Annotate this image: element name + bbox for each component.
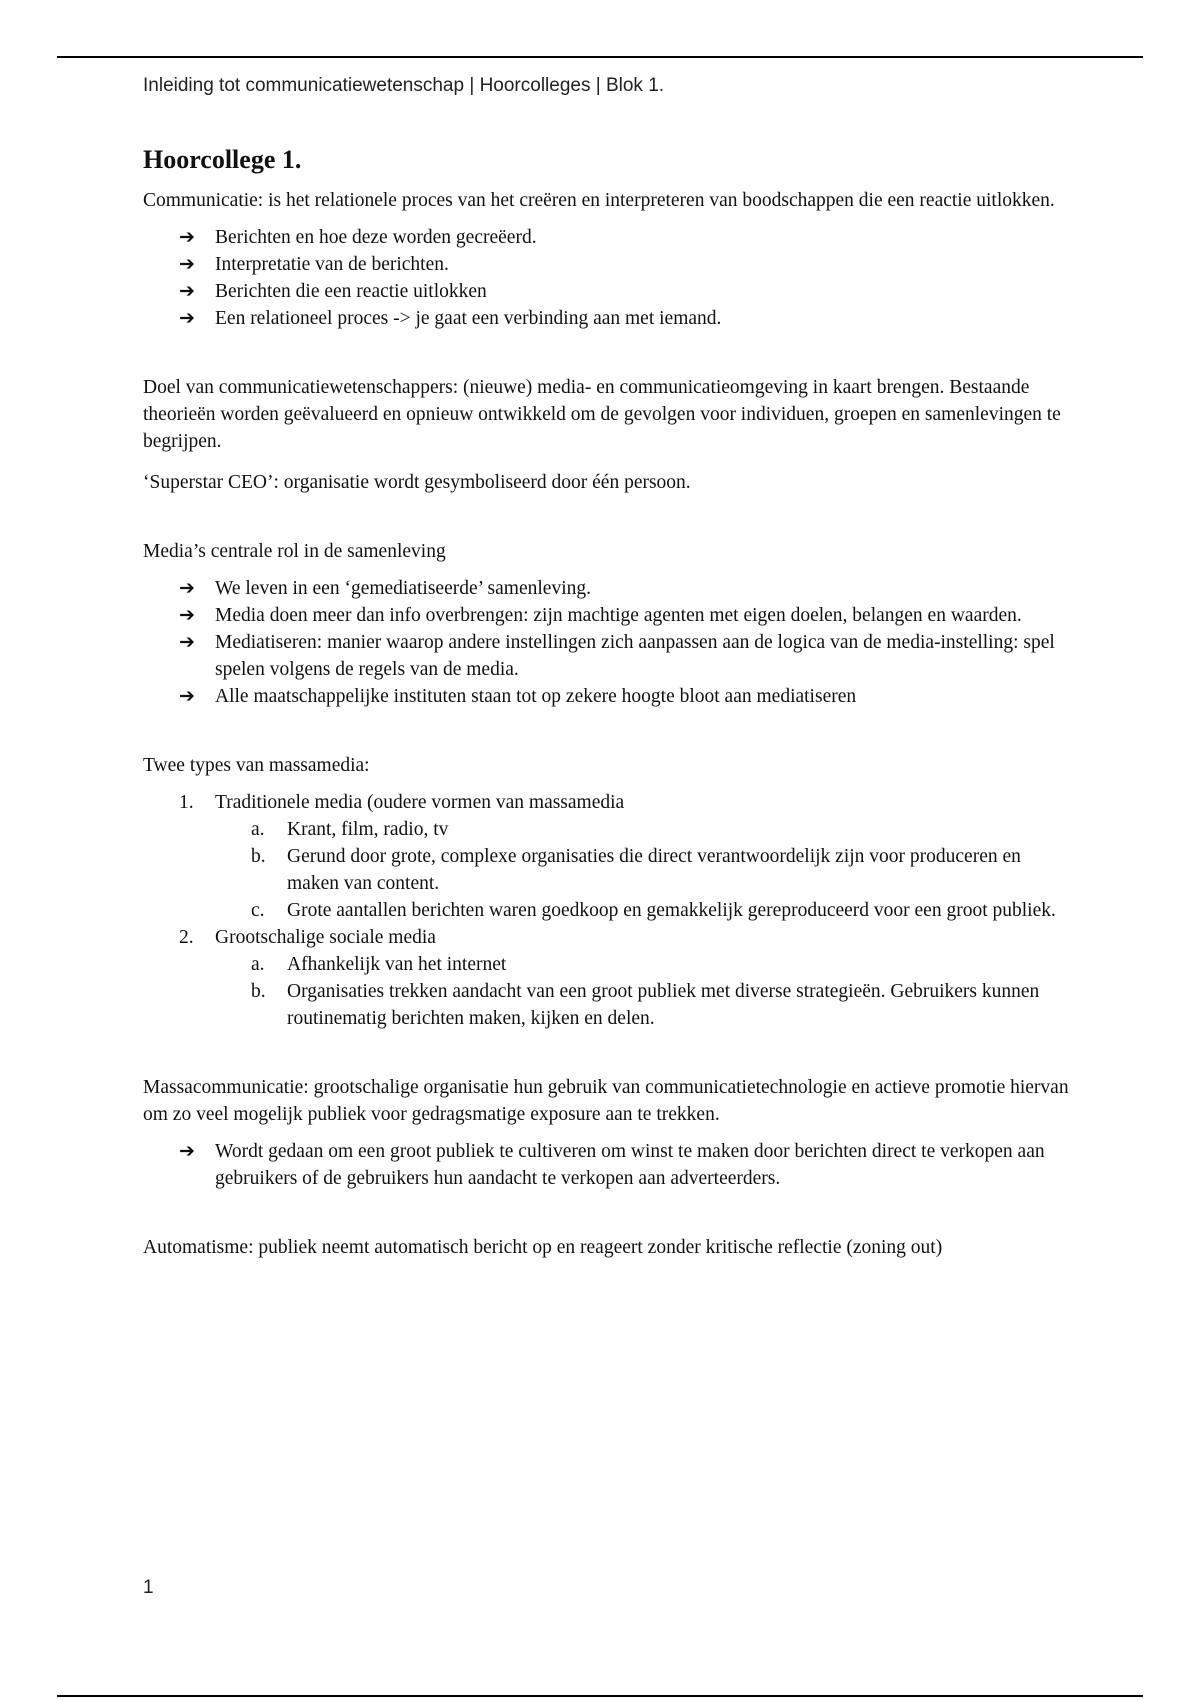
communication-bullets: [143, 224, 1073, 332]
footer-rule: [57, 1695, 1143, 1697]
goal-paragraph: Doel van communicatiewetenschappers: (nieuwe) media- en communicatieomgeving in kaart brengen. Bestaande theorieën worden geëvalueerd en opnieuw ontwikkeld om de gevolgen voor individuen, groepen en samenlevingen te begrijpen.: [143, 377, 1061, 452]
arrow-icon: ➔: [179, 604, 195, 626]
media-role-bullets: [143, 575, 1073, 710]
arrow-icon: ➔: [179, 280, 195, 302]
superstar-paragraph: ‘Superstar CEO’: organisatie wordt gesymboliseerd door één persoon.: [143, 472, 691, 493]
sub-list: [215, 816, 1073, 924]
page-content: [143, 143, 1073, 1261]
list-item: 1. Traditionele media (oudere vormen van massamedia a. Krant, film, radio, tv b. Gerund door grote, complexe organisaties die direct verantwoordelijk zijn voor produceren en maken van content. c. Grote aantallen berichten waren goedkoop en gemakkelijk gereproduceerd voor een groot publiek.: [215, 789, 1073, 924]
list-item: ➔ Wordt gedaan om een groot publiek te cultiveren om winst te maken door berichten direct te verkopen aan gebruikers of de gebruikers hun aandacht te verkopen aan adverteerders.: [179, 1140, 1045, 1189]
list-item: ➔ We leven in een ‘gemediatiseerde’ samenleving.: [215, 575, 1073, 602]
arrow-icon: ➔: [179, 631, 195, 653]
list-item: b. Organisaties trekken aandacht van een groot publiek met diverse strategieën. Gebruikers kunnen routinematig berichten maken, kijken en delen.: [251, 981, 1040, 1029]
mass-media-list: [143, 789, 1073, 1032]
media-role-heading: Media’s centrale rol in de samenleving: [143, 541, 446, 562]
list-item: ➔ Een relationeel proces -> je gaat een verbinding aan met iemand.: [215, 305, 1073, 332]
list-item: a. Afhankelijk van het internet: [251, 954, 507, 975]
sub-list: [215, 951, 1073, 1032]
communication-definition: Communicatie: is het relationele proces van het creëren en interpreteren van boodschappen die een reactie uitlokken.: [143, 190, 1055, 211]
list-item: b. Gerund door grote, complexe organisaties die direct verantwoordelijk zijn voor produceren en maken van content.: [251, 846, 1021, 894]
list-item: ➔ Berichten die een reactie uitlokken: [215, 278, 1073, 305]
list-item: ➔ Alle maatschappelijke instituten staan tot op zekere hoogte bloot aan mediatiseren: [215, 683, 1073, 710]
lecture-title: Hoorcollege 1.: [143, 145, 302, 174]
arrow-icon: ➔: [179, 577, 195, 599]
header-rule: [57, 56, 1143, 58]
mass-communication-bullets: [143, 1138, 1073, 1192]
automatism-paragraph: Automatisme: publiek neemt automatisch bericht op en reageert zonder kritische reflectie (zoning out): [143, 1237, 943, 1258]
list-item: c. Grote aantallen berichten waren goedkoop en gemakkelijk gereproduceerd voor een groot publiek.: [251, 900, 1056, 921]
list-item: ➔ Mediatiseren: manier waarop andere instellingen zich aanpassen aan de logica van de media-instelling: spel spelen volgens de regels van de media.: [179, 631, 1055, 680]
arrow-icon: ➔: [179, 226, 195, 248]
running-header: Inleiding tot communicatiewetenschap | Hoorcolleges | Blok 1.: [143, 75, 665, 96]
list-item: ➔ Media doen meer dan info overbrengen: zijn machtige agenten met eigen doelen, belangen en waarden.: [215, 602, 1073, 629]
arrow-icon: ➔: [179, 253, 195, 275]
list-item: a. Krant, film, radio, tv: [251, 819, 449, 840]
list-item: ➔ Interpretatie van de berichten.: [215, 251, 1073, 278]
mass-communication-paragraph: Massacommunicatie: grootschalige organisatie hun gebruik van communicatietechnologie en actieve promotie hiervan om zo veel mogelijk publiek voor gedragsmatige exposure aan te trekken.: [143, 1077, 1069, 1125]
list-item: 2. Grootschalige sociale media a. Afhankelijk van het internet b. Organisaties trekken aandacht van een groot publiek met diverse strategieën. Gebruikers kunnen routinematig berichten maken, kijken en delen.: [215, 924, 1073, 1032]
arrow-icon: ➔: [179, 307, 195, 329]
arrow-icon: ➔: [179, 1140, 195, 1162]
arrow-icon: ➔: [179, 685, 195, 707]
mass-media-heading: Twee types van massamedia:: [143, 755, 370, 776]
page-number: 1: [143, 1577, 154, 1598]
list-item: ➔ Berichten en hoe deze worden gecreëerd.: [215, 224, 1073, 251]
